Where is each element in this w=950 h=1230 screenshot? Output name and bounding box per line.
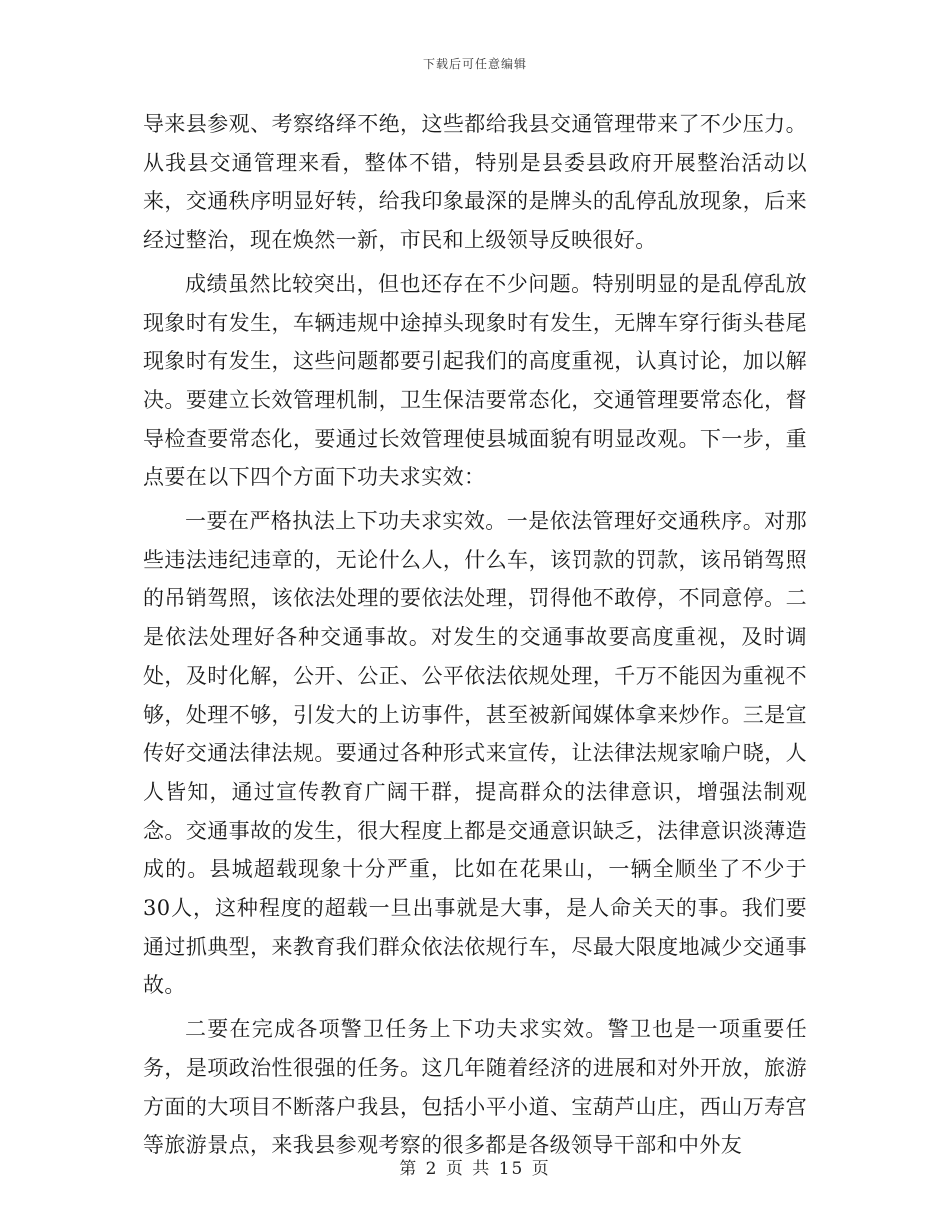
paragraph-problems: 成绩虽然比较突出，但也还存在不少问题。特别明显的是乱停乱放现象时有发生，车辆违规中途掉头现象时有发生，无牌车穿行街头巷尾现象时有发生，这些问题都要引起我们的高度重视，认真讨论，加以解决。要建立长效管理机制，卫生保洁要常态化，交通管理要常态化，督导检查要常态化，要通过长效管理使县城面貌有明显改观。下一步，重点要在以下四个方面下功夫求实效： [143, 271, 807, 490]
page-header-note: 下载后可任意编辑 [422, 57, 527, 71]
paragraph-law-enforcement: 一要在严格执法上下功夫求实效。一是依法管理好交通秩序。对那些违法违纪违章的，无论什么人，什么车，该罚款的罚款，该吊销驾照的吊销驾照，该依法处理的要依法处理，罚得他不敢停，不同意停。二是依法处理好各种交通事故。对发生的交通事故要高度重视，及时调处，及时化解，公开、公正、公平依法依规处理，千万不能因为重视不够，处理不够，引发大的上访事件，甚至被新闻媒体拿来炒作。三是宣传好交通法律法规。要通过各种形式来宣传，让法律法规家喻户晓，人人皆知，通过宣传教育广阔干群，提高群众的法律意识，增强法制观念。交通事故的发生，很大程度上都是交通意识缺乏，法律意识淡薄造成的。县城超载现象十分严重，比如在花果山，一辆全顺坐了不少于30人，这种程度的超载一旦出事就是大事，是人命关天的事。我们要通过抓典型，来教育我们群众依法依规行车，尽最大限度地减少交通事故。 [143, 509, 807, 998]
paragraph-security-tasks: 二要在完成各项警卫任务上下功夫求实效。警卫也是一项重要任务，是项政治性很强的任务。这几年随着经济的进展和对外开放，旅游方面的大项目不断落户我县，包括小平小道、宝葫芦山庄，西山万寿宫等旅游景点，来我县参观考察的很多都是各级领导干部和中外友 [143, 1017, 807, 1158]
document-body [143, 105, 807, 1165]
paragraph-continuation: 导来县参观、考察络绎不绝，这些都给我县交通管理带来了不少压力。从我县交通管理来看，整体不错，特别是县委县政府开展整治活动以来，交通秩序明显好转，给我印象最深的是牌头的乱停乱放现象，后来经过整治，现在焕然一新，市民和上级领导反映很好。 [143, 112, 807, 253]
page-number-footer: 第 2 页 共 15 页 [399, 1159, 551, 1179]
